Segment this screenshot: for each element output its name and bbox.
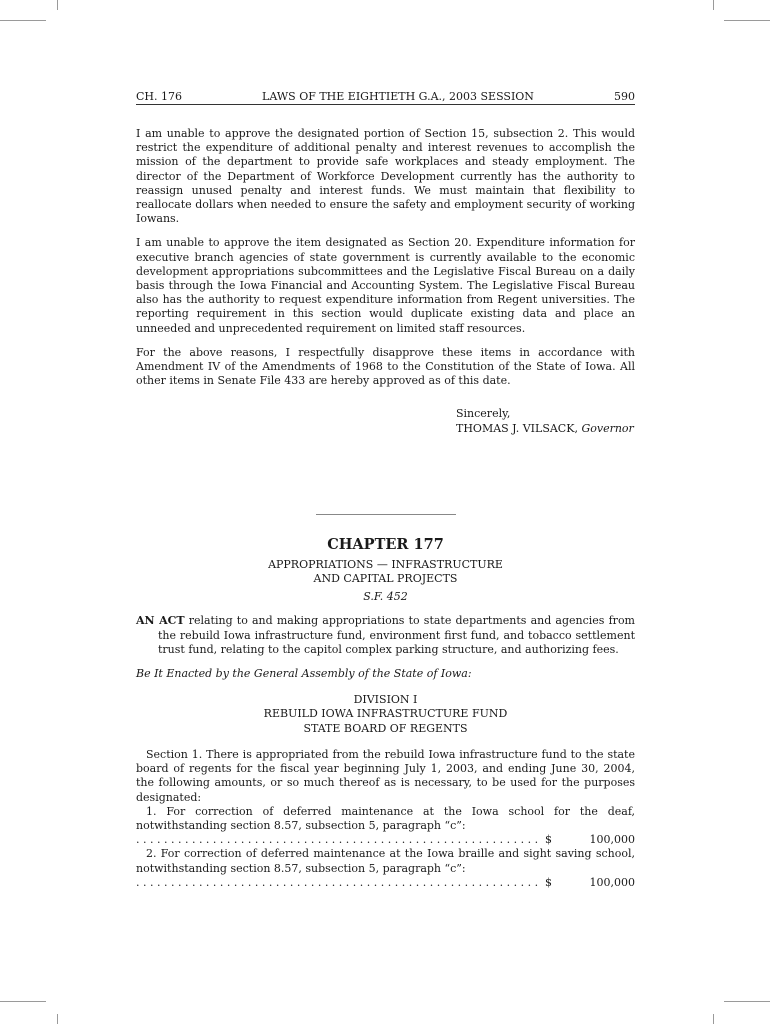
running-header <box>136 90 635 105</box>
item-1: 1. For correction of deferred maintenance at the Iowa school for the deaf, notwithstanding section 8.57, subsection 5, paragraph “c”: <box>136 804 635 832</box>
division-line-1: DIVISION I <box>353 693 418 707</box>
currency-symbol: $ <box>545 833 552 847</box>
bill-number: S.F. 452 <box>363 590 408 604</box>
act-text: relating to and making appropriations to state departments and agencies from the rebuild Iowa infrastructure fund, environment first fund, and tobacco settlement trust fund, relating to the capitol complex parking structure, and authorizing fees. <box>158 614 635 656</box>
crop-mark <box>57 1014 58 1024</box>
chapter-title: CHAPTER 177 <box>327 535 444 553</box>
crop-mark <box>57 0 58 10</box>
leader-dots <box>136 833 539 847</box>
header-chapter: CH. 176 <box>136 90 182 103</box>
header-title: LAWS OF THE EIGHTIETH G.A., 2003 SESSION <box>262 90 534 103</box>
section-1: Section 1. There is appropriated from the rebuild Iowa infrastructure fund to the state board of regents for the fiscal year beginning July 1, 2003, and ending June 30, 2004, the following amounts, or so much thereof as is necessary, to be used for the purposes designated: <box>136 747 635 804</box>
closing: Sincerely, <box>456 407 511 421</box>
leader-dots <box>136 876 539 890</box>
signature-block <box>456 407 635 435</box>
crop-mark <box>0 1001 46 1002</box>
act-title <box>136 614 635 657</box>
item-1-amount: 100,000 <box>589 833 635 847</box>
currency-symbol: $ <box>545 875 552 889</box>
item-2-amount: 100,000 <box>589 875 635 889</box>
chapter-subtitle <box>136 558 635 586</box>
division-line-2: REBUILD IOWA INFRASTRUCTURE FUND <box>263 707 508 721</box>
item-2-amount-line <box>136 876 635 890</box>
item-2: 2. For correction of deferred maintenance at the Iowa braille and sight saving school, notwithstanding section 8.57, subsection 5, paragraph “c”: <box>136 847 635 875</box>
division-line-3: STATE BOARD OF REGENTS <box>303 721 468 735</box>
act-lead: AN ACT <box>136 614 185 628</box>
chapter-subtitle-line-2: AND CAPITAL PROJECTS <box>313 572 458 586</box>
signer <box>456 422 635 436</box>
header-page-number: 590 <box>613 90 635 103</box>
crop-mark <box>724 1001 770 1002</box>
signer-title: Governor <box>581 421 634 435</box>
crop-mark <box>724 20 770 21</box>
enacting-clause: Be It Enacted by the General Assembly of the State of Iowa: <box>136 667 472 681</box>
chapter-subtitle-line-1: APPROPRIATIONS — INFRASTRUCTURE <box>268 557 503 571</box>
letter-paragraph-2: I am unable to approve the item designated as Section 20. Expenditure information for executive branch agencies of state government is currently available to the economic development appropriations subcommittees and the Legislative Fiscal Bureau on a daily basis through the Iowa Financial and Accounting System. The Legislative Fiscal Bureau also has the authority to request expenditure information from Regent universities. The reporting requirement in this section would duplicate existing data and place an unneeded and unprecedented requirement on limited staff resources. <box>136 236 635 335</box>
division-heading <box>136 693 635 736</box>
item-1-amount-line <box>136 833 635 847</box>
signer-name: THOMAS J. VILSACK, <box>456 421 578 435</box>
letter-paragraph-3: For the above reasons, I respectfully disapprove these items in accordance with Amendment IV of the Amendments of 1968 to the Constitution of the State of Iowa. All other items in Senate File 433 are hereby approved as of this date. <box>136 345 635 388</box>
crop-mark <box>0 20 46 21</box>
crop-mark <box>713 0 714 10</box>
section-divider <box>316 514 456 515</box>
crop-mark <box>713 1014 714 1024</box>
letter-paragraph-1: I am unable to approve the designated portion of Section 15, subsection 2. This would restrict the expenditure of additional penalty and interest revenues to accomplish the mission of the department to provide safe workplaces and steady employment. The director of the Department of Workforce Development currently has the authority to reassign unused penalty and interest funds. We must maintain that flexibility to reallocate dollars when needed to ensure the safety and employment security of working Iowans. <box>136 127 635 226</box>
document-page <box>136 90 635 890</box>
